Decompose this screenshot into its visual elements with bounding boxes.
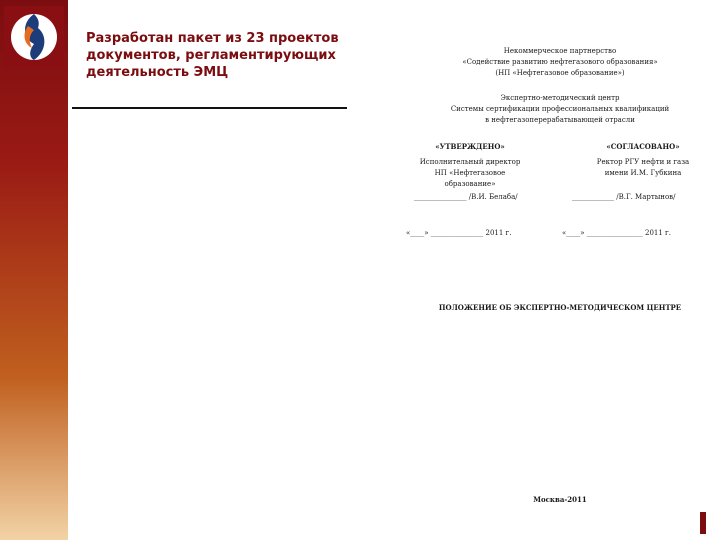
document-title: ПОЛОЖЕНИЕ ОБ ЭКСПЕРТНО-МЕТОДИЧЕСКОМ ЦЕНТРЕ [438, 303, 682, 312]
side-decoration-bar [0, 0, 68, 540]
approved-date: «____» _______________ 2011 г. [406, 229, 512, 237]
document-scan [400, 40, 720, 520]
agreed-heading: «СОГЛАСОВАНО» [606, 142, 680, 151]
agreed-line-1: Ректор РГУ нефти и газа [596, 158, 690, 166]
headline-divider [72, 107, 347, 109]
document-footer: Москва-2011 [533, 495, 587, 504]
slide-headline: Разработан пакет из 23 проектов документов, регламентирующих деятельность ЭМЦ [86, 31, 339, 80]
flame-logo-icon [8, 8, 60, 66]
center-line-1: Экспертно-методический центр [500, 94, 620, 102]
approved-line-1: Исполнительный директор [419, 158, 521, 166]
approved-heading: «УТВЕРЖДЕНО» [435, 142, 505, 151]
center-line-2: Системы сертификации профессиональных квалификаций [450, 105, 670, 113]
org-line-3: (НП «Нефтегазовое образование») [495, 69, 625, 77]
agreed-line-2: имени И.М. Губкина [604, 169, 682, 177]
org-line-1: Некоммерческое партнерство [503, 47, 617, 55]
approved-signature: _______________ /В.И. Белаба/ [414, 193, 518, 201]
agreed-date: «____» ________________ 2011 г. [562, 229, 671, 237]
logo [4, 6, 64, 68]
agreed-signature: ____________ /В.Г. Мартынов/ [572, 193, 676, 201]
center-line-3: в нефтегазоперерабатывающей отрасли [485, 116, 635, 124]
approved-line-2: НП «Нефтегазовое образование» [434, 169, 506, 188]
org-line-2: «Содействие развитию нефтегазового образования» [462, 58, 658, 66]
